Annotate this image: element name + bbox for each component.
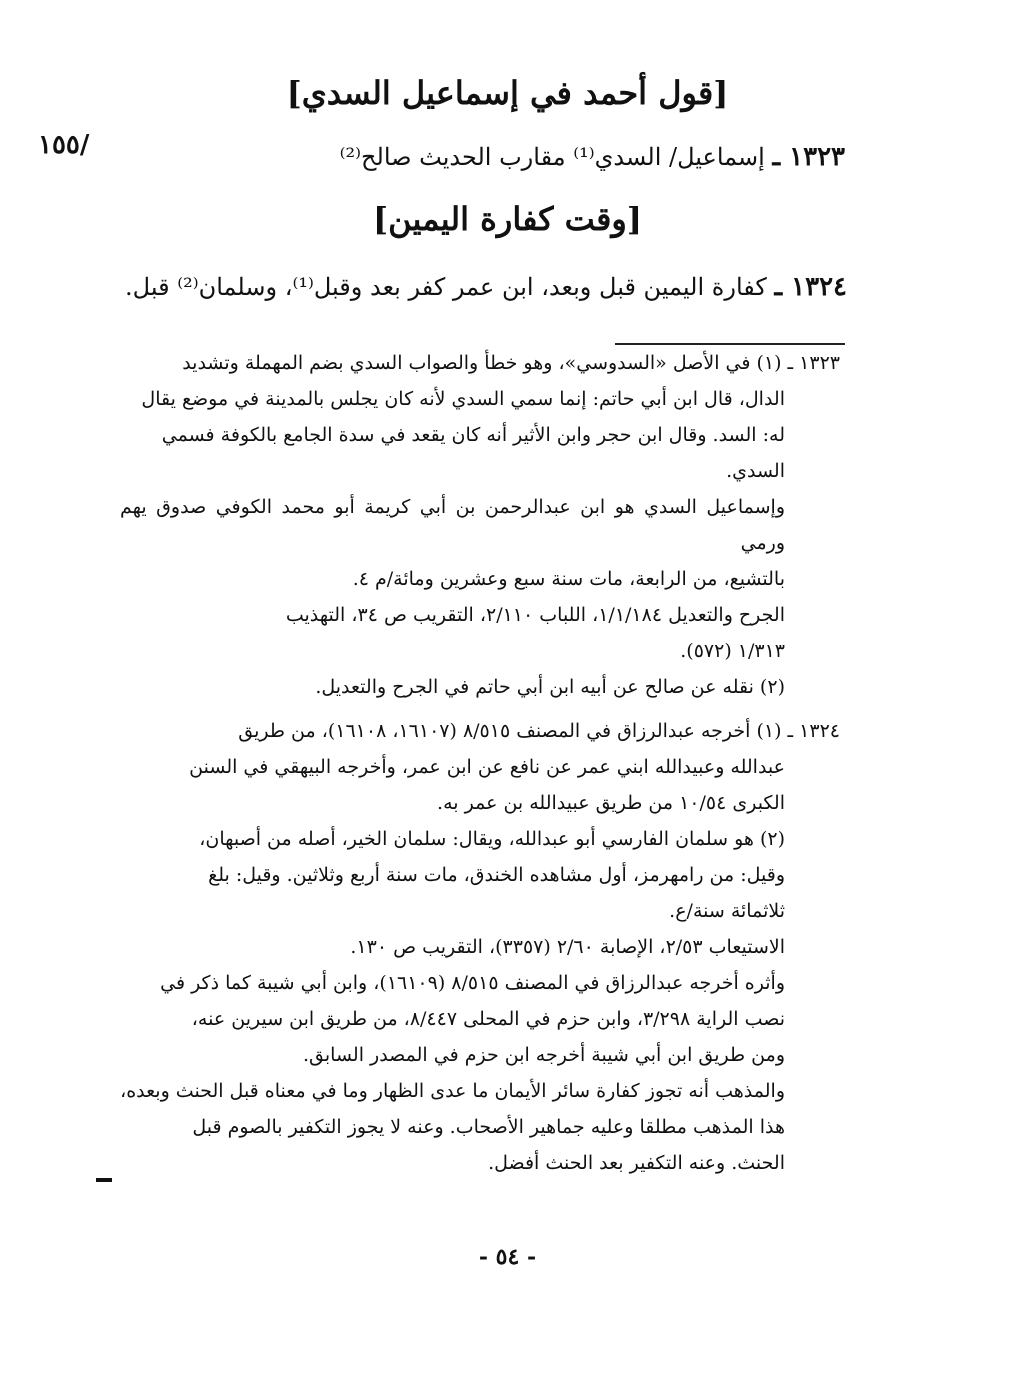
heading-oath-expiation: [وقت كفارة اليمين] <box>373 200 642 238</box>
footnote-line: الدال، قال ابن أبي حاتم: إنما سمي السدي لأنه كان يجلس بالمدينة في موضع يقال <box>141 388 785 410</box>
footnote-line: السدي. <box>726 460 785 482</box>
entry-text: كفارة اليمين قبل وبعد، ابن عمر كفر بعد وقبل⁽¹⁾، وسلمان⁽²⁾ قبل. <box>125 273 767 301</box>
footnote-line: وإسماعيل السدي هو ابن عبدالرحمن بن أبي كريمة أبو محمد الكوفي صدوق يهم ورمي <box>120 496 785 554</box>
footnotes-1323 <box>120 345 840 705</box>
margin-page-reference: /١٥٥ <box>38 130 90 160</box>
footnotes-1324 <box>120 713 840 1181</box>
footnote-line: (٢) نقله عن صالح عن أبيه ابن أبي حاتم في الجرح والتعديل. <box>315 676 785 698</box>
footnote-line: له: السد. وقال ابن حجر وابن الأثير أنه كان يقعد في سدة الجامع بالكوفة فسمي <box>161 424 785 446</box>
heading-ahmad-on-ismail: [قول أحمد في إسماعيل السدي] <box>286 74 729 112</box>
footnote-line: بالتشيع، من الرابعة، مات سنة سبع وعشرين ومائة/م ٤. <box>352 568 785 590</box>
footnote-line: عبدالله وعبيدالله ابني عمر عن نافع عن ابن عمر، وأخرجه البيهقي في السنن <box>189 756 785 778</box>
footnote-line: الكبرى ١٠/٥٤ من طريق عبيدالله بن عمر به. <box>437 792 785 814</box>
entry-number: ١٣٢٤ ـ <box>774 272 847 302</box>
footnote-line: ١/٣١٣ (٥٧٢). <box>680 640 785 662</box>
footnote-line: ١٣٢٣ ـ (١) في الأصل «السدوسي»، وهو خطأ والصواب السدي بضم المهملة وتشديد <box>182 352 840 374</box>
footnote-line: الجرح والتعديل ١/١/١٨٤، اللباب ٢/١١٠، التقريب ص ٣٤، التهذيب <box>285 604 785 626</box>
entry-1323 <box>340 142 845 172</box>
footnote-line: وقيل: من رامهرمز، أول مشاهده الخندق، مات سنة أربع وثلاثين. وقيل: بلغ <box>208 864 785 886</box>
footnote-line: ومن طريق ابن أبي شيبة أخرجه ابن حزم في المصدر السابق. <box>303 1044 785 1066</box>
margin-dash-mark <box>96 1178 112 1182</box>
footnote-line: الحنث. وعنه التكفير بعد الحنث أفضل. <box>488 1152 785 1174</box>
footnote-line: هذا المذهب مطلقا وعليه جماهير الأصحاب. وعنه لا يجوز التكفير بالصوم قبل <box>192 1116 785 1138</box>
page-number: - ٥٤ - <box>478 1244 537 1270</box>
footnote-line: (٢) هو سلمان الفارسي أبو عبدالله، ويقال: سلمان الخير، أصله من أصبهان، <box>199 828 785 850</box>
entry-1324 <box>125 272 847 302</box>
footnote-line: ثلاثمائة سنة/ع. <box>669 900 785 922</box>
footnote-line: والمذهب أنه تجوز كفارة سائر الأيمان ما عدى الظهار وما في معناه قبل الحنث وبعده، <box>120 1080 785 1102</box>
footnote-line: نصب الراية ٣/٢٩٨، وابن حزم في المحلى ٨/٤٤٧، من طريق ابن سيرين عنه، <box>191 1008 785 1030</box>
entry-number: ١٣٢٣ ـ <box>772 142 845 172</box>
footnote-line: وأثره أخرجه عبدالرزاق في المصنف ٨/٥١٥ (١٦١٠٩)، وابن أبي شيبة كما ذكر في <box>160 972 785 994</box>
footnote-line: الاستيعاب ٢/٥٣، الإصابة ٢/٦٠ (٣٣٥٧)، التقريب ص ١٣٠. <box>350 936 785 958</box>
entry-text: إسماعيل/ السدي⁽¹⁾ مقارب الحديث صالح⁽²⁾ <box>339 143 765 171</box>
footnote-line: ١٣٢٤ ـ (١) أخرجه عبدالرزاق في المصنف ٨/٥١٥ (١٦١٠٧، ١٦١٠٨)، من طريق <box>238 720 840 742</box>
